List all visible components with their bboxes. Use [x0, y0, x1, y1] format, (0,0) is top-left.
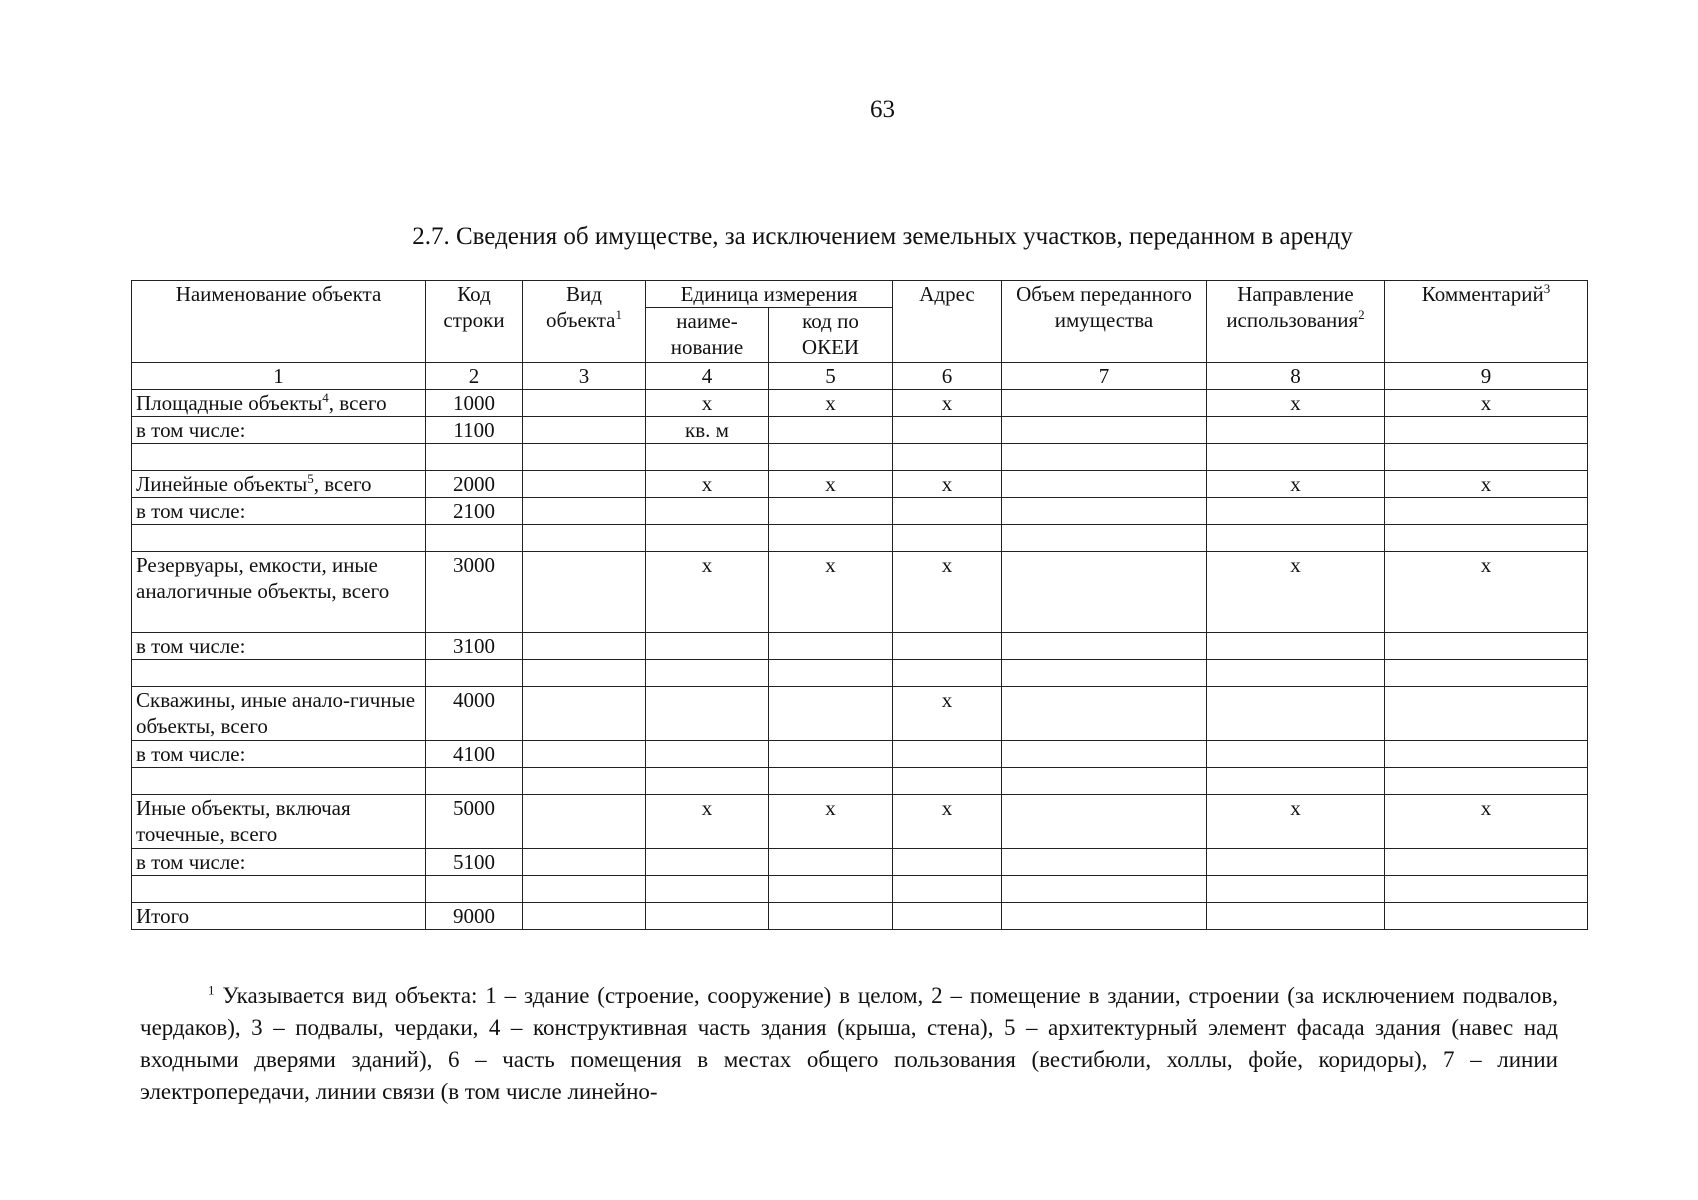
table-row	[132, 633, 1588, 660]
page-number: 63	[870, 96, 895, 123]
row-cell-c7	[1002, 471, 1207, 498]
row-cell-c9	[1385, 741, 1588, 768]
row-name	[132, 876, 426, 903]
row-cell-c4	[646, 660, 769, 687]
row-name	[132, 768, 426, 795]
row-code: 3000	[426, 552, 523, 633]
header-code: Код строки	[426, 281, 523, 363]
table-row	[132, 471, 1588, 498]
table-row	[132, 768, 1588, 795]
row-name: Скважины, иные анало-гичные объекты, всего	[132, 687, 426, 741]
row-cell-c8	[1207, 903, 1385, 930]
row-cell-c3	[523, 390, 646, 417]
row-cell-c4: х	[646, 390, 769, 417]
row-cell-c6	[893, 498, 1002, 525]
row-cell-c7	[1002, 660, 1207, 687]
row-cell-c9	[1385, 444, 1588, 471]
row-name: в том числе:	[132, 633, 426, 660]
row-cell-c3	[523, 660, 646, 687]
column-number-row	[132, 363, 1588, 390]
row-cell-c3	[523, 444, 646, 471]
row-cell-c5: х	[769, 390, 893, 417]
header-address: Адрес	[893, 281, 1002, 363]
row-cell-c3	[523, 525, 646, 552]
row-cell-c8	[1207, 417, 1385, 444]
row-cell-c6: х	[893, 795, 1002, 849]
row-cell-c4: х	[646, 471, 769, 498]
table-row	[132, 687, 1588, 741]
row-cell-c7	[1002, 876, 1207, 903]
row-cell-c5	[769, 768, 893, 795]
row-cell-c9	[1385, 849, 1588, 876]
row-cell-c8: х	[1207, 471, 1385, 498]
row-cell-c9	[1385, 498, 1588, 525]
header-row	[132, 281, 1588, 308]
row-cell-c7	[1002, 444, 1207, 471]
row-cell-c7	[1002, 417, 1207, 444]
row-cell-c9	[1385, 660, 1588, 687]
col-number: 3	[523, 363, 646, 390]
row-cell-c5	[769, 660, 893, 687]
table-row	[132, 795, 1588, 849]
row-cell-c3	[523, 795, 646, 849]
row-cell-c5	[769, 876, 893, 903]
row-code: 5100	[426, 849, 523, 876]
col-number: 9	[1385, 363, 1588, 390]
row-name	[132, 444, 426, 471]
table-row	[132, 498, 1588, 525]
row-cell-c4	[646, 876, 769, 903]
row-cell-c6	[893, 741, 1002, 768]
col-number: 5	[769, 363, 893, 390]
row-cell-c7	[1002, 633, 1207, 660]
col-number: 2	[426, 363, 523, 390]
table-row	[132, 849, 1588, 876]
row-cell-c5	[769, 633, 893, 660]
row-code	[426, 876, 523, 903]
row-cell-c9	[1385, 903, 1588, 930]
row-cell-c8: х	[1207, 390, 1385, 417]
header-kind: Вид объекта$^1$	[523, 281, 646, 363]
col-number: 4	[646, 363, 769, 390]
row-cell-c8	[1207, 849, 1385, 876]
row-cell-c3	[523, 552, 646, 633]
table-row	[132, 390, 1588, 417]
row-cell-c3	[523, 768, 646, 795]
row-cell-c9	[1385, 525, 1588, 552]
row-cell-c9	[1385, 876, 1588, 903]
header-name: Наименование объекта	[132, 281, 426, 363]
row-cell-c6: х	[893, 471, 1002, 498]
row-cell-c9: х	[1385, 552, 1588, 633]
section-title: 2.7. Сведения об имуществе, за исключением земельных участков, переданном в аренду	[412, 223, 1353, 250]
row-cell-c9	[1385, 417, 1588, 444]
row-cell-c4: кв. м	[646, 417, 769, 444]
row-code: 4100	[426, 741, 523, 768]
row-cell-c8	[1207, 444, 1385, 471]
row-cell-c7	[1002, 768, 1207, 795]
row-cell-c6: х	[893, 687, 1002, 741]
row-code: 1000	[426, 390, 523, 417]
header-volume: Объем переданного имущества	[1002, 281, 1207, 363]
row-cell-c4	[646, 687, 769, 741]
row-cell-c7	[1002, 687, 1207, 741]
row-code	[426, 525, 523, 552]
row-cell-c9	[1385, 687, 1588, 741]
row-name: Линейные объекты$^5$, всего	[132, 471, 426, 498]
row-cell-c8	[1207, 525, 1385, 552]
col-number: 6	[893, 363, 1002, 390]
table-row	[132, 660, 1588, 687]
row-cell-c9: х	[1385, 795, 1588, 849]
row-cell-c3	[523, 876, 646, 903]
row-name: в том числе:	[132, 417, 426, 444]
row-code	[426, 660, 523, 687]
header-unit-code: код по ОКЕИ	[769, 308, 893, 363]
row-cell-c9: х	[1385, 471, 1588, 498]
row-code: 4000	[426, 687, 523, 741]
row-name: Иные объекты, включая точечные, всего	[132, 795, 426, 849]
row-cell-c6: х	[893, 390, 1002, 417]
row-cell-c8	[1207, 876, 1385, 903]
row-code: 3100	[426, 633, 523, 660]
row-cell-c4	[646, 633, 769, 660]
row-cell-c5	[769, 444, 893, 471]
table-row	[132, 741, 1588, 768]
footnote-text: Указывается вид объекта: 1 – здание (строение, сооружение) в целом, 2 – помещение в здании, строении (за исключением подвалов, чердаков), 3 – подвалы, чердаки, 4 – конструктивная часть здания (крыша, стена), 5 – архитектурный элемент фасада здания (навес над входными дверями зданий), 6 – часть помещения в местах общего пользования (вестибюли, холлы, фойе, коридоры), 7 – линии электропередачи, линии связи (в том числе линейно-	[140, 983, 1558, 1104]
header-direction: Направление использования$^2$	[1207, 281, 1385, 363]
row-cell-c5	[769, 741, 893, 768]
row-cell-c5: х	[769, 795, 893, 849]
row-cell-c6	[893, 525, 1002, 552]
row-code: 2000	[426, 471, 523, 498]
row-cell-c3	[523, 633, 646, 660]
table-row	[132, 525, 1588, 552]
row-name: Резервуары, емкости, иные аналогичные объекты, всего	[132, 552, 426, 633]
row-cell-c6	[893, 417, 1002, 444]
row-cell-c7	[1002, 552, 1207, 633]
row-cell-c6	[893, 660, 1002, 687]
col-number: 7	[1002, 363, 1207, 390]
property-lease-table	[131, 280, 1588, 930]
row-cell-c8: х	[1207, 795, 1385, 849]
row-cell-c5: х	[769, 552, 893, 633]
row-code: 1100	[426, 417, 523, 444]
row-cell-c8	[1207, 768, 1385, 795]
row-cell-c5: х	[769, 471, 893, 498]
row-cell-c3	[523, 687, 646, 741]
row-name: Итого	[132, 903, 426, 930]
row-cell-c4	[646, 768, 769, 795]
row-cell-c4	[646, 741, 769, 768]
table-row	[132, 552, 1588, 633]
row-code	[426, 768, 523, 795]
row-cell-c6	[893, 849, 1002, 876]
row-cell-c4: х	[646, 795, 769, 849]
row-cell-c7	[1002, 741, 1207, 768]
row-cell-c7	[1002, 795, 1207, 849]
row-cell-c7	[1002, 849, 1207, 876]
row-cell-c8	[1207, 633, 1385, 660]
table-body	[132, 281, 1588, 930]
row-cell-c8: х	[1207, 552, 1385, 633]
row-cell-c9: х	[1385, 390, 1588, 417]
row-cell-c4	[646, 498, 769, 525]
row-cell-c7	[1002, 498, 1207, 525]
row-name: в том числе:	[132, 741, 426, 768]
row-cell-c8	[1207, 498, 1385, 525]
row-code: 5000	[426, 795, 523, 849]
row-cell-c7	[1002, 525, 1207, 552]
row-cell-c3	[523, 417, 646, 444]
row-code: 2100	[426, 498, 523, 525]
row-name	[132, 525, 426, 552]
row-cell-c6	[893, 444, 1002, 471]
row-cell-c5	[769, 417, 893, 444]
row-cell-c6	[893, 633, 1002, 660]
row-cell-c5	[769, 525, 893, 552]
row-cell-c8	[1207, 741, 1385, 768]
row-cell-c5	[769, 903, 893, 930]
header-unit: Единица измерения	[646, 281, 893, 308]
row-cell-c5	[769, 687, 893, 741]
row-cell-c7	[1002, 390, 1207, 417]
header-comment: Комментарий$^3$	[1385, 281, 1588, 363]
row-cell-c3	[523, 498, 646, 525]
row-name: в том числе:	[132, 849, 426, 876]
table-row	[132, 903, 1588, 930]
row-cell-c3	[523, 903, 646, 930]
row-cell-c4: х	[646, 552, 769, 633]
footnote-marker: 1	[208, 982, 215, 998]
table-row	[132, 876, 1588, 903]
row-cell-c5	[769, 498, 893, 525]
row-cell-c4	[646, 525, 769, 552]
row-name	[132, 660, 426, 687]
row-cell-c9	[1385, 633, 1588, 660]
row-cell-c9	[1385, 768, 1588, 795]
row-cell-c3	[523, 741, 646, 768]
header-unit-name: наиме-нование	[646, 308, 769, 363]
row-cell-c8	[1207, 687, 1385, 741]
row-name: в том числе:	[132, 498, 426, 525]
row-cell-c4	[646, 903, 769, 930]
col-number: 1	[132, 363, 426, 390]
row-cell-c8	[1207, 660, 1385, 687]
row-cell-c6	[893, 903, 1002, 930]
footnote	[140, 980, 1558, 1108]
row-cell-c6	[893, 876, 1002, 903]
row-cell-c6: х	[893, 552, 1002, 633]
row-cell-c5	[769, 849, 893, 876]
row-code	[426, 444, 523, 471]
row-cell-c4	[646, 849, 769, 876]
row-cell-c7	[1002, 903, 1207, 930]
row-code: 9000	[426, 903, 523, 930]
row-cell-c4	[646, 444, 769, 471]
row-cell-c3	[523, 849, 646, 876]
row-cell-c3	[523, 471, 646, 498]
row-cell-c6	[893, 768, 1002, 795]
table-row	[132, 444, 1588, 471]
table-row	[132, 417, 1588, 444]
col-number: 8	[1207, 363, 1385, 390]
row-name: Площадные объекты$^4$, всего	[132, 390, 426, 417]
